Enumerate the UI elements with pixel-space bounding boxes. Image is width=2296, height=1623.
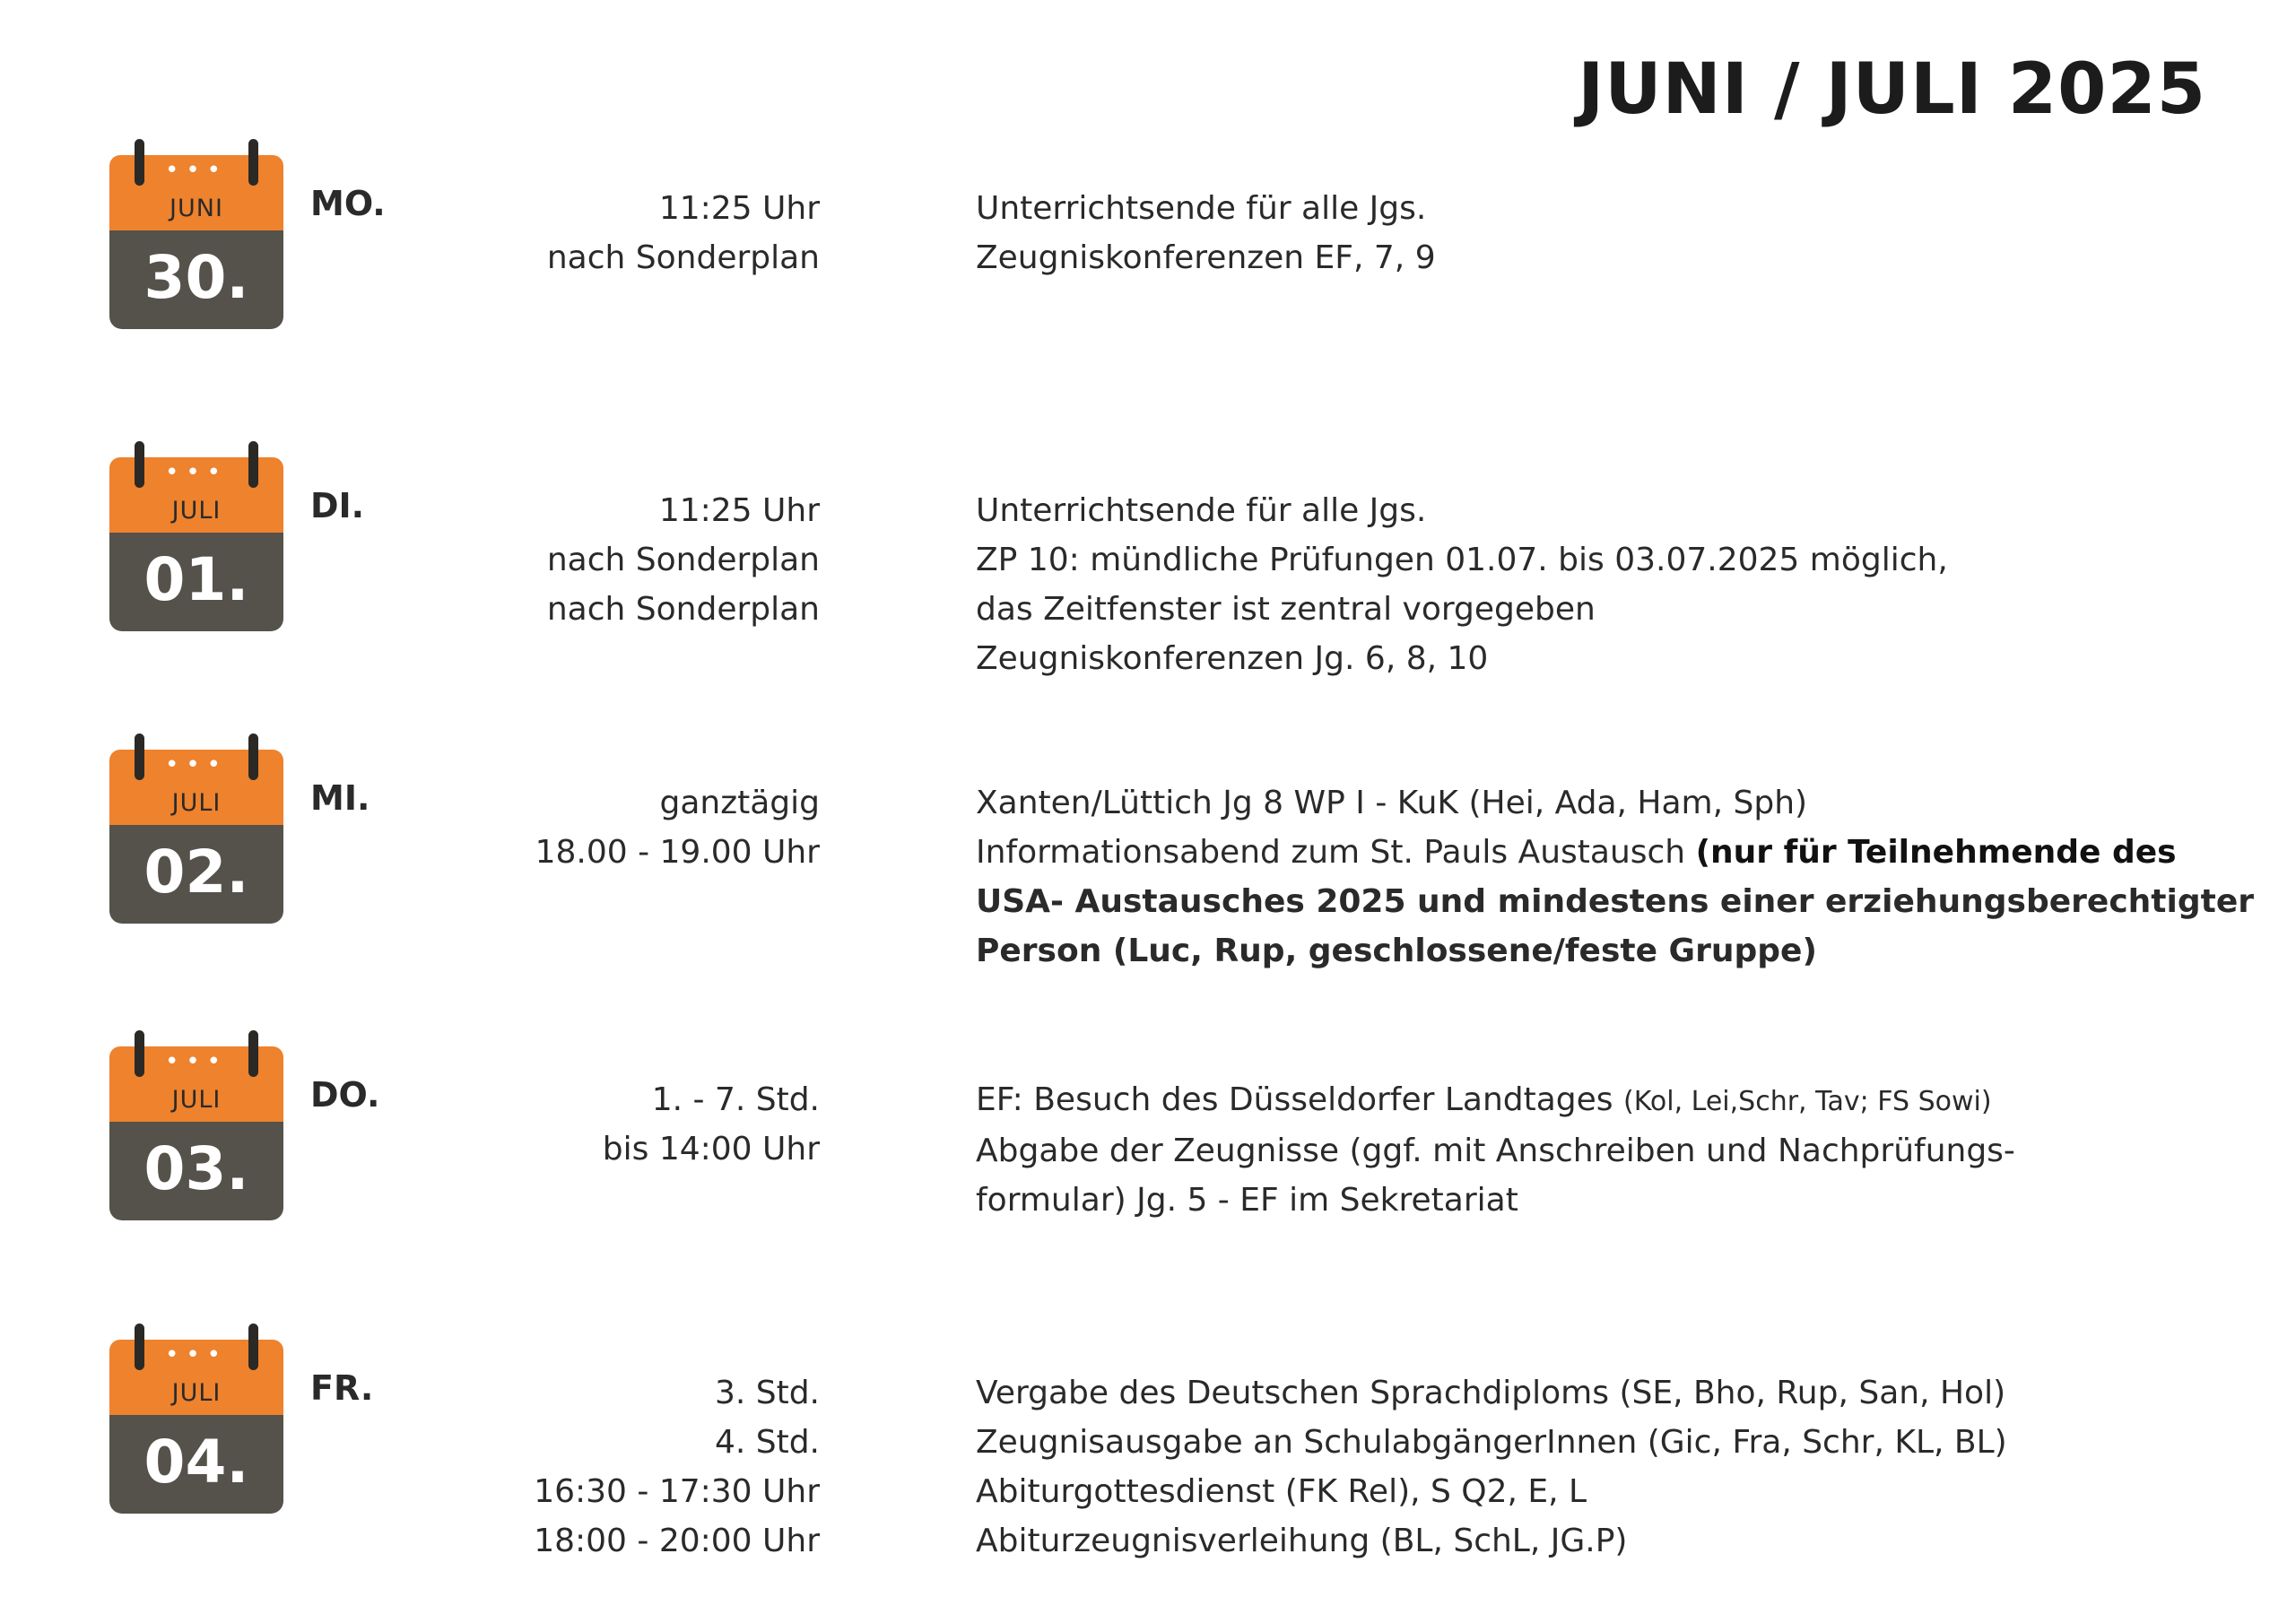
calendar-icon: ••• JUNI 30. bbox=[109, 139, 283, 329]
event-text-bold: (nur für Teilnehmende des bbox=[1695, 834, 2177, 871]
event-text: Zeugniskonferenzen EF, 7, 9 bbox=[976, 239, 1436, 276]
event-column bbox=[976, 778, 2254, 976]
calendar-month: JULI bbox=[171, 497, 222, 525]
time-text: 11:25 Uhr bbox=[658, 190, 820, 227]
time-text: 1. - 7. Std. bbox=[651, 1081, 820, 1118]
calendar-icon: ••• JULI 01. bbox=[109, 441, 283, 631]
calendar-month: JUNI bbox=[170, 195, 223, 222]
event-text-bold: USA- Austausches 2025 und mindestens einer erziehungsberechtigter bbox=[976, 883, 2254, 920]
event-text-bold: Person (Luc, Rup, geschlossene/feste Gruppe) bbox=[976, 933, 1817, 969]
calendar-icon: ••• JULI 02. bbox=[109, 733, 283, 924]
event-text: Abiturzeugnisverleihung (BL, SchL, JG.P) bbox=[976, 1523, 1628, 1559]
event-text: Abgabe der Zeugnisse (ggf. mit Anschreiben und Nachprüfungs- bbox=[976, 1133, 2015, 1169]
event-text: Abiturgottesdienst (FK Rel), S Q2, E, L bbox=[976, 1473, 1587, 1510]
calendar-date: 03. bbox=[144, 1134, 249, 1203]
time-text: nach Sonderplan bbox=[546, 542, 820, 578]
event-text bbox=[976, 1075, 2249, 1126]
weekday-label: MI. bbox=[310, 778, 370, 818]
time-text: bis 14:00 Uhr bbox=[602, 1131, 820, 1167]
calendar-date: 04. bbox=[144, 1428, 249, 1497]
event-column bbox=[976, 486, 2249, 683]
event-text: Zeugniskonferenzen Jg. 6, 8, 10 bbox=[976, 640, 1489, 677]
time-text: 11:25 Uhr bbox=[658, 492, 820, 529]
calendar-month: JULI bbox=[171, 1086, 222, 1114]
event-text-small: (Kol, Lei,Schr, Tav; FS Sowi) bbox=[1623, 1086, 1992, 1117]
calendar-icon: ••• JULI 04. bbox=[109, 1324, 283, 1514]
calendar-date: 01. bbox=[144, 545, 249, 614]
time-text: 18.00 - 19.00 Uhr bbox=[535, 834, 820, 871]
weekday-label: FR. bbox=[310, 1368, 374, 1408]
calendar-icon: ••• JULI 03. bbox=[109, 1030, 283, 1220]
event-text: Xanten/Lüttich Jg 8 WP I - KuK (Hei, Ada, Ham, Sph) bbox=[976, 785, 1808, 821]
time-column bbox=[535, 778, 820, 877]
calendar-date: 02. bbox=[144, 838, 249, 907]
time-text: 4. Std. bbox=[714, 1424, 820, 1461]
event-text: das Zeitfenster ist zentral vorgegeben bbox=[976, 591, 1596, 628]
event-column bbox=[976, 184, 2249, 282]
time-text: ganztägig bbox=[659, 785, 820, 821]
weekday-label: MO. bbox=[310, 184, 386, 223]
calendar-date: 30. bbox=[144, 243, 249, 312]
time-column bbox=[534, 1368, 820, 1566]
time-text: 16:30 - 17:30 Uhr bbox=[534, 1473, 820, 1510]
weekday-label: DI. bbox=[310, 486, 365, 525]
time-column bbox=[603, 1075, 820, 1174]
time-text: nach Sonderplan bbox=[546, 239, 820, 276]
time-text: 18:00 - 20:00 Uhr bbox=[534, 1523, 820, 1559]
event-text: Vergabe des Deutschen Sprachdiploms (SE, Bho, Rup, San, Hol) bbox=[976, 1375, 2006, 1411]
event-text: Unterrichtsende für alle Jgs. bbox=[976, 190, 1427, 227]
calendar-month: JULI bbox=[171, 789, 222, 817]
event-column bbox=[976, 1075, 2249, 1225]
event-text-regular: Informationsabend zum St. Pauls Austausch bbox=[976, 834, 1696, 871]
calendar-month: JULI bbox=[171, 1379, 222, 1407]
event-text: Unterrichtsende für alle Jgs. bbox=[976, 492, 1427, 529]
event-text-regular: EF: Besuch des Düsseldorfer Landtages bbox=[976, 1081, 1624, 1118]
event-text: Zeugnisausgabe an SchulabgängerInnen (Gic, Fra, Schr, KL, BL) bbox=[976, 1424, 2007, 1461]
event-text: ZP 10: mündliche Prüfungen 01.07. bis 03.07.2025 möglich, bbox=[976, 542, 1948, 578]
time-column bbox=[547, 486, 820, 634]
page-title: JUNI / JULI 2025 bbox=[1578, 49, 2206, 130]
event-text: formular) Jg. 5 - EF im Sekretariat bbox=[976, 1182, 1518, 1219]
event-column bbox=[976, 1368, 2249, 1566]
weekday-label: DO. bbox=[310, 1075, 380, 1115]
event-text bbox=[976, 828, 2249, 877]
time-column bbox=[547, 184, 820, 282]
time-text: nach Sonderplan bbox=[546, 591, 820, 628]
time-text: 3. Std. bbox=[714, 1375, 820, 1411]
